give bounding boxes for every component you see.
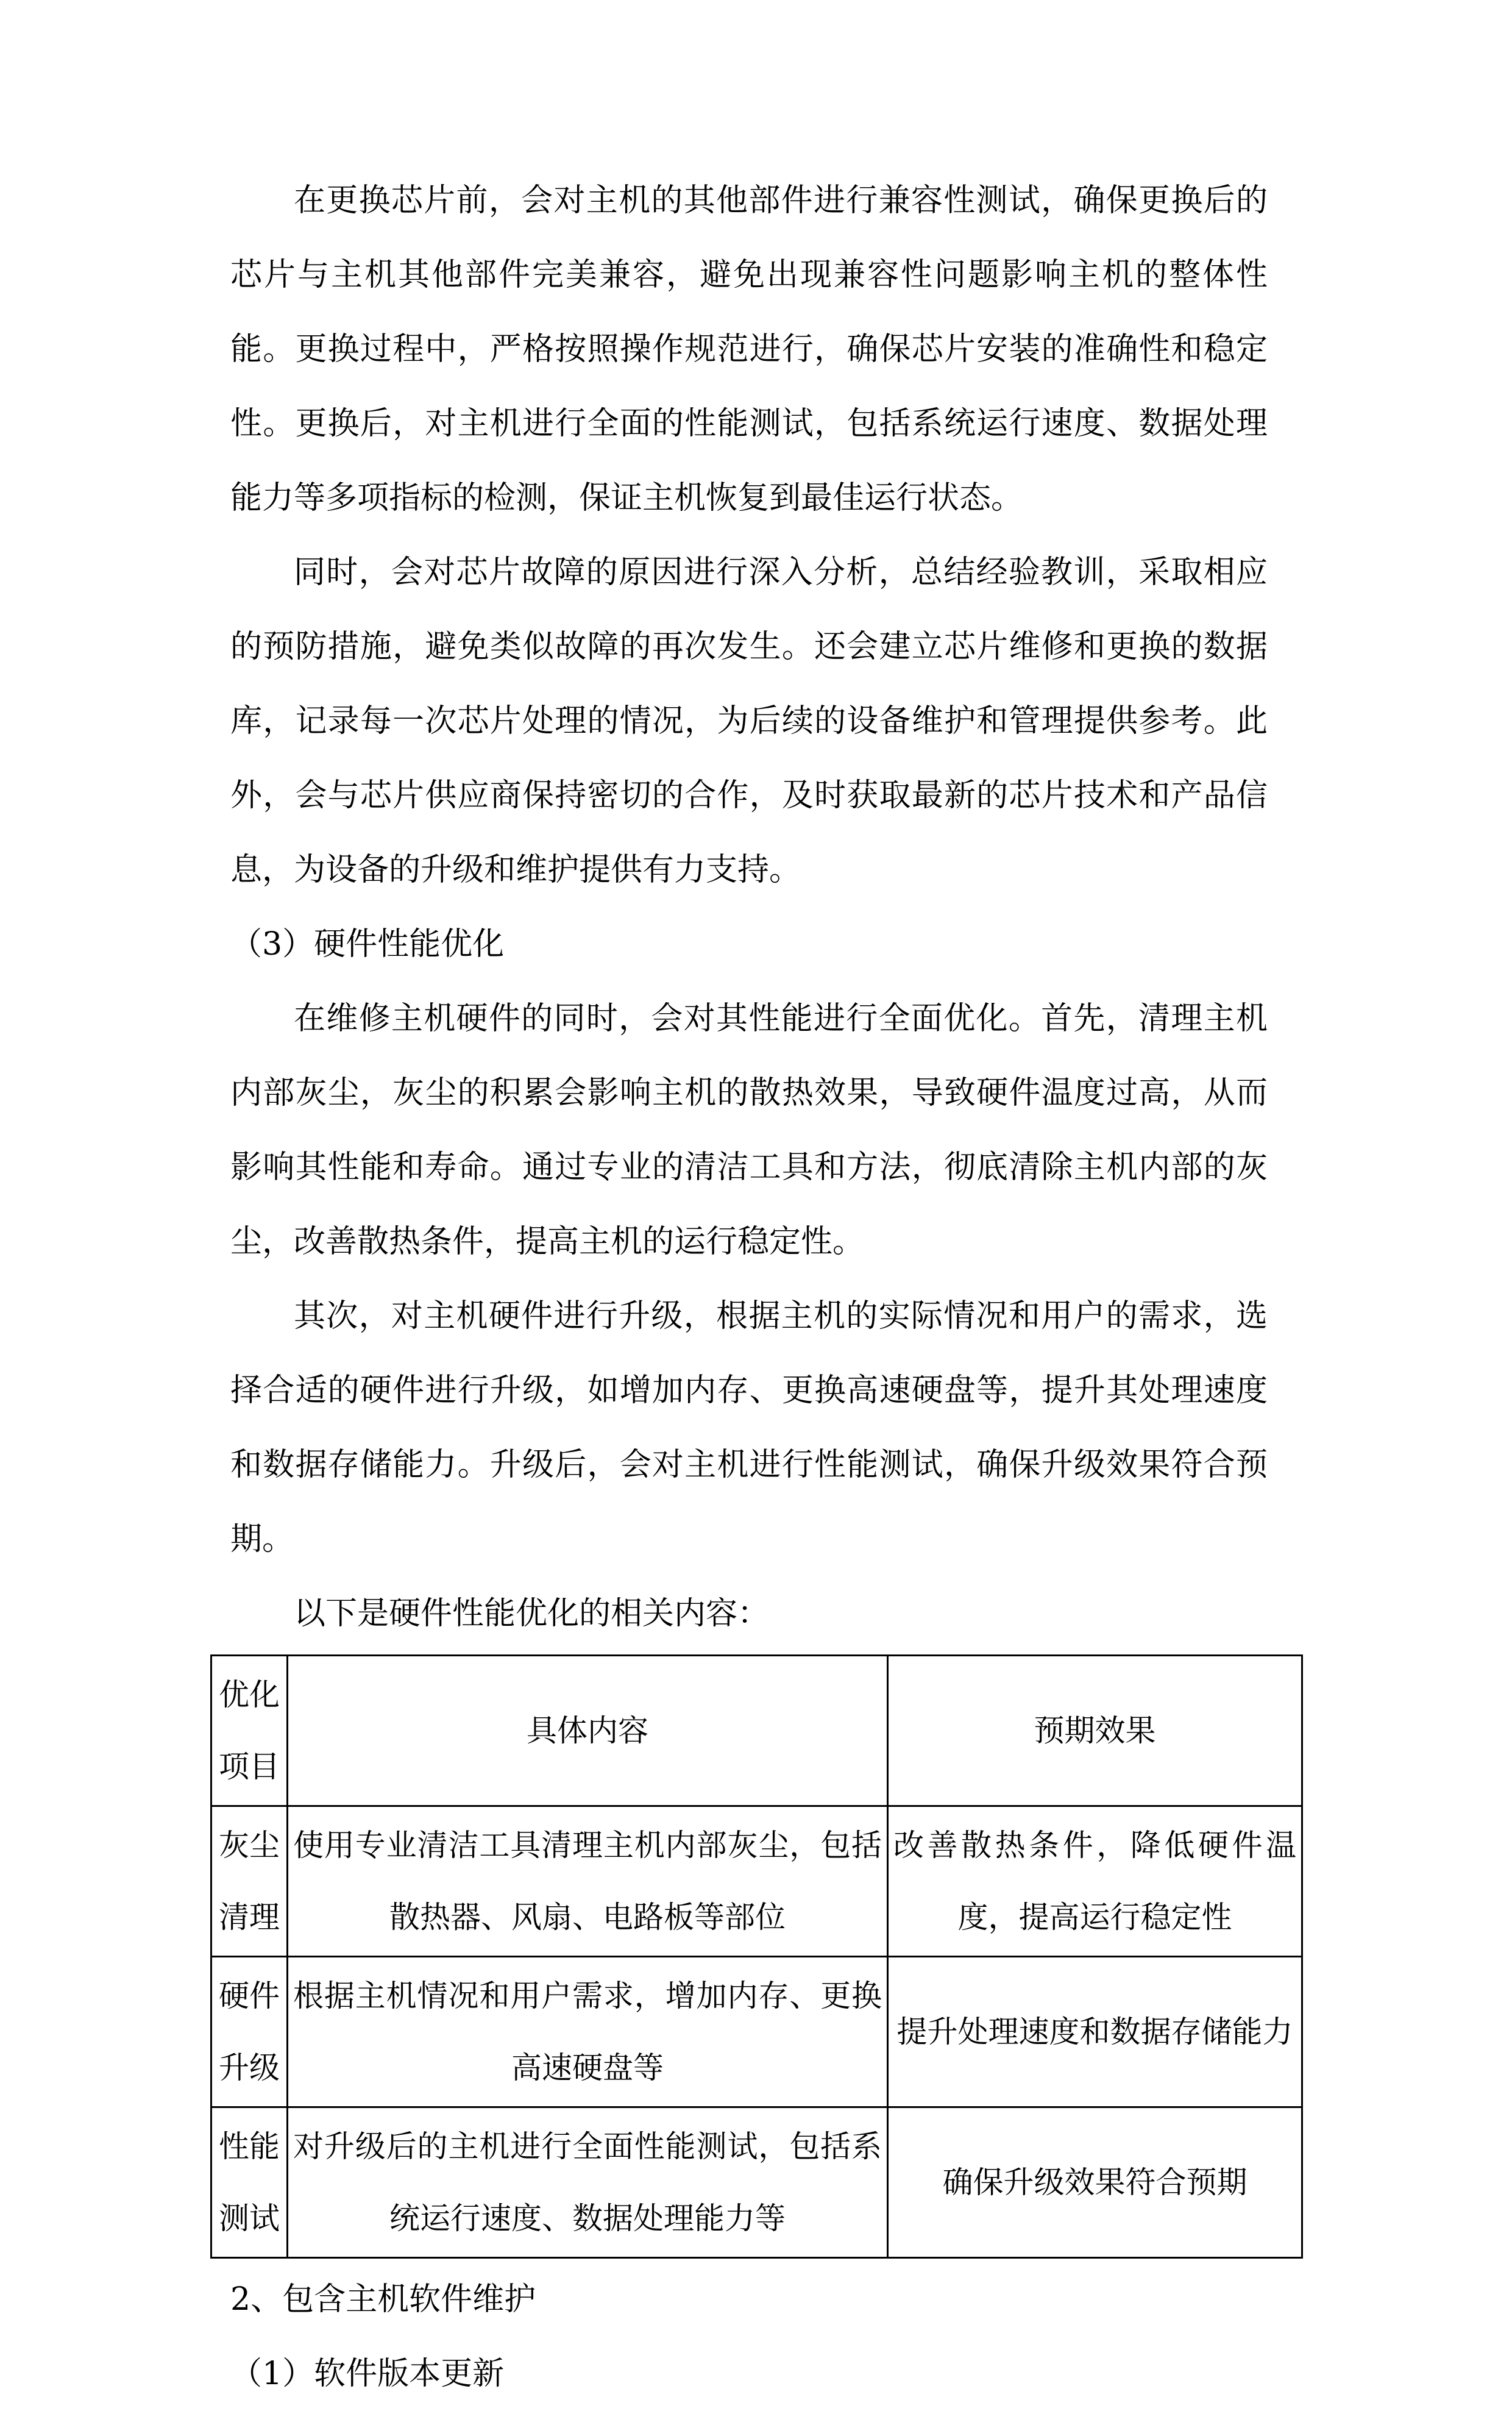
paragraph-failure-analysis: 同时，会对芯片故障的原因进行深入分析，总结经验教训，采取相应的预防措施，避免类似故障的再次发生。还会建立芯片维修和更换的数据库，记录每一次芯片处理的情况，为后续的设备维护和管理提供参考。此外，会与芯片供应商保持密切的合作，及时获取最新的芯片技术和产品信息，为设备的升级和维护提供有力支持。 — [230, 554, 1268, 888]
table-lead-in-text: 以下是硬件性能优化的相关内容： — [294, 1595, 770, 1632]
table-row — [211, 2107, 1302, 2258]
table-cell-effect: 提升处理速度和数据存储能力 — [888, 1957, 1302, 2107]
table-row — [211, 1957, 1302, 2107]
paragraph-dust-cleaning: 在维修主机硬件的同时，会对其性能进行全面优化。首先，清理主机内部灰尘，灰尘的积累会影响主机的散热效果，导致硬件温度过高，从而影响其性能和寿命。通过专业的清洁工具和方法，彻底清除主机内部的灰尘，改善散热条件，提高主机的运行稳定性。 — [230, 1000, 1268, 1260]
section-heading-software-version-update: （1）软件版本更新 — [230, 2356, 505, 2392]
table-cell-content: 对升级后的主机进行全面性能测试，包括系统运行速度、数据处理能力等 — [288, 2107, 888, 2258]
paragraph-compatibility-test: 在更换芯片前，会对主机的其他部件进行兼容性测试，确保更换后的芯片与主机其他部件完美兼容，避免出现兼容性问题影响主机的整体性能。更换过程中，严格按照操作规范进行，确保芯片安装的准确性和稳定性。更换后，对主机进行全面的性能测试，包括系统运行速度、数据处理能力等多项指标的检测，保证主机恢复到最佳运行状态。 — [230, 182, 1268, 516]
table-cell-item: 硬件升级 — [211, 1957, 288, 2107]
table-cell-item: 性能测试 — [211, 2107, 288, 2258]
section-heading-software-maintenance: 2、包含主机软件维护 — [230, 2281, 536, 2318]
table-cell-content: 使用专业清洁工具清理主机内部灰尘，包括散热器、风扇、电路板等部位 — [288, 1806, 888, 1957]
document-body — [219, 163, 1296, 2411]
hardware-optimization-table — [210, 1654, 1303, 2259]
table-cell-item: 灰尘清理 — [211, 1806, 288, 1957]
table-header-effect: 预期效果 — [888, 1656, 1302, 1806]
paragraph-hardware-upgrade: 其次，对主机硬件进行升级，根据主机的实际情况和用户的需求，选择合适的硬件进行升级，如增加内存、更换高速硬盘等，提升其处理速度和数据存储能力。升级后，会对主机进行性能测试，确保升级效果符合预期。 — [230, 1298, 1268, 1558]
table-cell-content: 根据主机情况和用户需求，增加内存、更换高速硬盘等 — [288, 1957, 888, 2107]
table-row — [211, 1806, 1302, 1957]
table-cell-effect: 确保升级效果符合预期 — [888, 2107, 1302, 2258]
table-header-content: 具体内容 — [288, 1656, 888, 1806]
table-header-row — [211, 1656, 1302, 1806]
table-cell-effect: 改善散热条件，降低硬件温度，提高运行稳定性 — [888, 1806, 1302, 1957]
section-heading-hardware-optimization: （3）硬件性能优化 — [230, 926, 505, 963]
table-header-item: 优化项目 — [211, 1656, 288, 1806]
